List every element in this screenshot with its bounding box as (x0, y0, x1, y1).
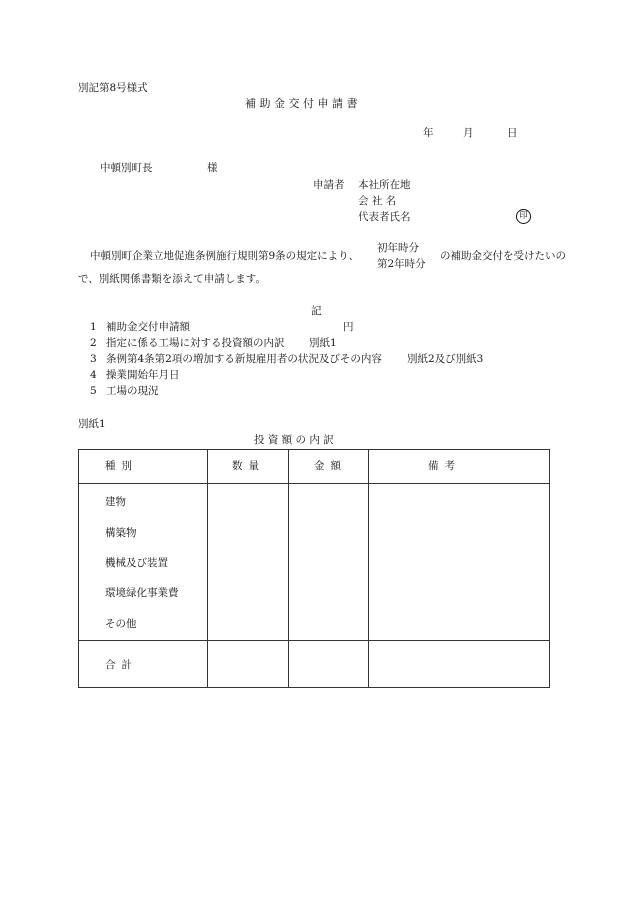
header-quantity: 数量 (232, 460, 265, 472)
form-number: 別記第8号様式 (78, 82, 148, 94)
item-extra-2: 別紙1 (309, 337, 337, 349)
addressee: 中頓別町長 (100, 162, 153, 174)
row-total: 合計 (105, 659, 138, 671)
ki-heading: 記 (311, 305, 322, 317)
row-other: その他 (105, 618, 137, 630)
item-text-4: 操業開始年月日 (106, 369, 180, 381)
seal-mark (516, 209, 531, 224)
date-year: 年 (423, 127, 434, 139)
row-greening: 環境緑化事業費 (105, 587, 179, 599)
table-title: 投 資 額 の 内 訳 (254, 434, 334, 446)
item-num-3: 3 (90, 353, 97, 365)
row-structure: 構築物 (105, 527, 137, 539)
option-second-year: 第2年時分 (377, 258, 426, 270)
header-type: 種別 (105, 460, 138, 472)
column-divider (288, 450, 289, 687)
body-line2: で、別紙関係書類を添えて申請します。 (78, 273, 266, 285)
investment-table (78, 449, 550, 688)
header-remarks: 備考 (428, 460, 461, 472)
attachment-label: 別紙1 (78, 418, 106, 430)
body-line1-after: の補助金交付を受けたいの (440, 250, 566, 262)
honorific: 様 (207, 162, 218, 174)
row-building: 建物 (105, 496, 126, 508)
company-label: 会 社 名 (358, 195, 397, 207)
total-divider (79, 640, 549, 641)
item-text-3: 条例第4条第2項の増加する新規雇用者の状況及びその内容 (106, 353, 382, 365)
seal-glyph: 印 (516, 209, 531, 224)
item-extra-1: 円 (343, 321, 354, 333)
applicant-label: 申請者 (313, 179, 345, 191)
date-day: 日 (507, 127, 518, 139)
item-text-5: 工場の現況 (106, 385, 159, 397)
option-first-year: 初年時分 (377, 242, 419, 254)
header-divider (79, 483, 549, 484)
column-divider (368, 450, 369, 687)
form-title: 補 助 金 交 付 申 請 書 (245, 97, 358, 110)
item-extra-3: 別紙2及び別紙3 (407, 353, 484, 365)
item-text-1: 補助金交付申請額 (106, 321, 190, 333)
item-text-2: 指定に係る工場に対する投資額の内訳 (106, 337, 285, 349)
item-num-5: 5 (90, 385, 97, 397)
column-divider (207, 450, 208, 687)
address-label: 本社所在地 (358, 179, 411, 191)
item-num-4: 4 (90, 369, 97, 381)
date-month: 月 (463, 127, 474, 139)
header-amount: 金額 (314, 460, 347, 472)
body-line1-before: 中頓別町企業立地促進条例施行規則第9条の規定により、 (90, 250, 360, 262)
representative-label: 代表者氏名 (358, 211, 411, 223)
row-machinery: 機械及び装置 (105, 557, 168, 569)
item-num-2: 2 (90, 337, 97, 349)
item-num-1: 1 (90, 321, 97, 333)
